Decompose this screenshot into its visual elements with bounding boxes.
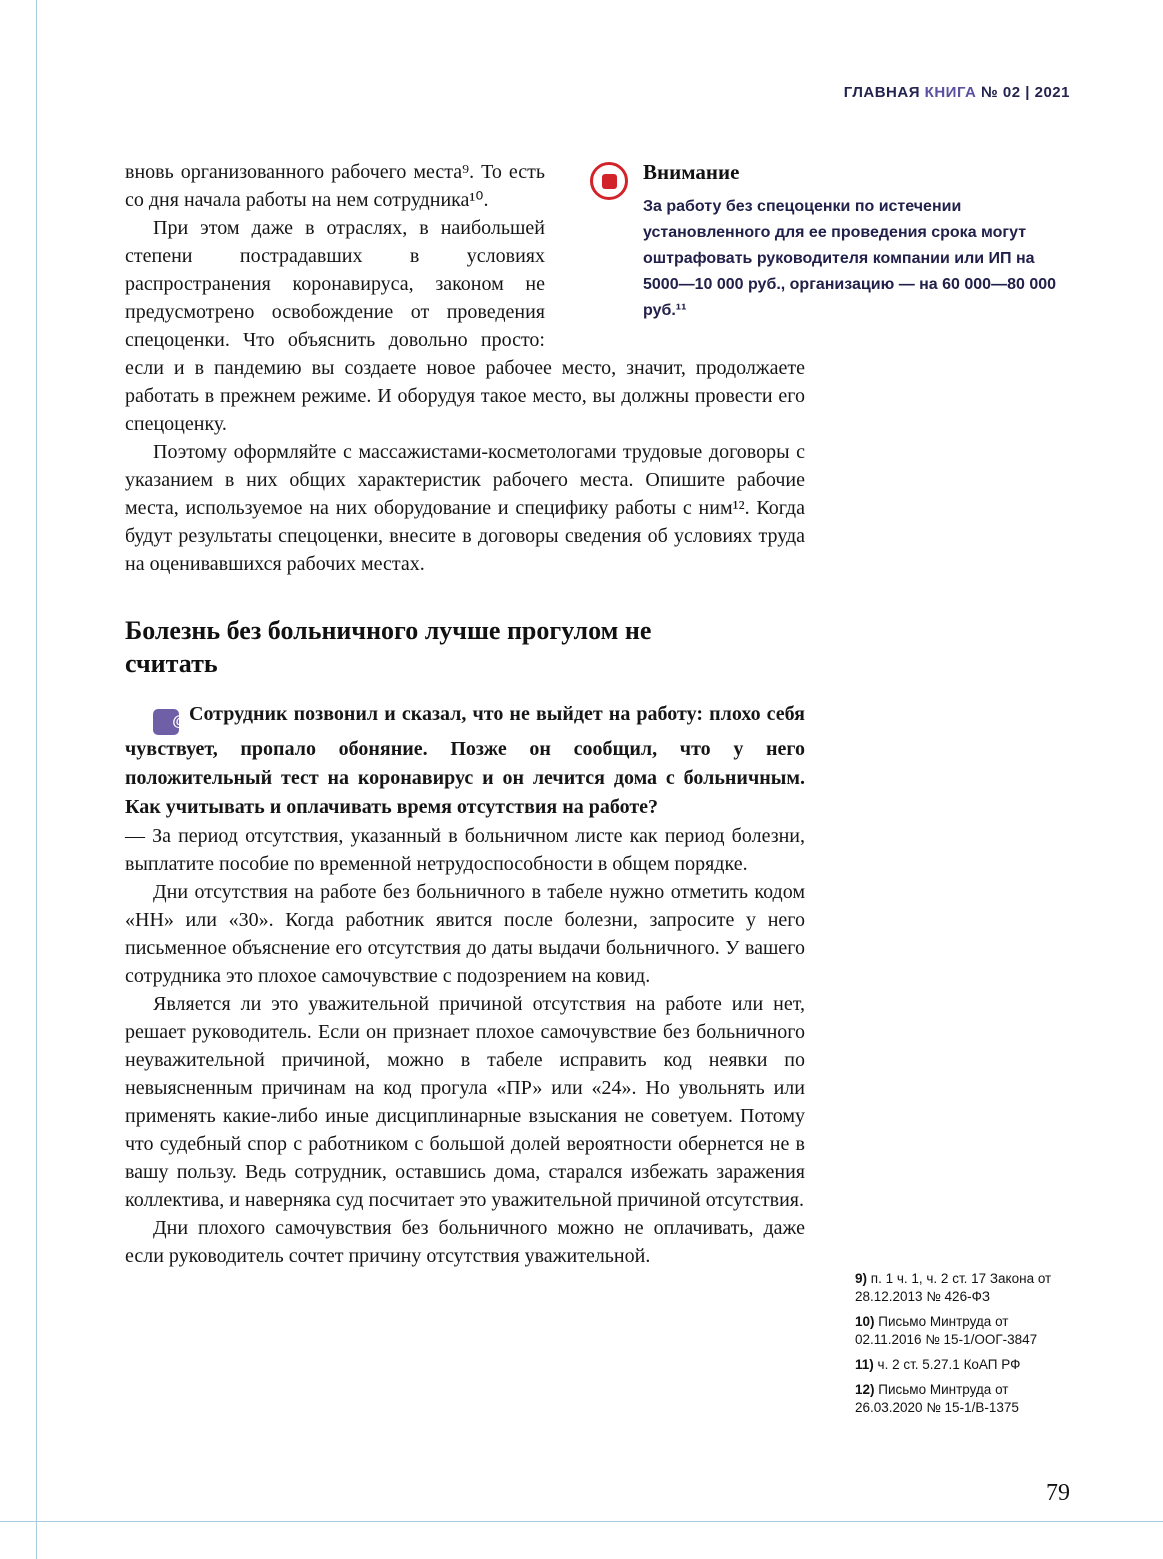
footnote-item (855, 1313, 1075, 1349)
intro-paragraph: Поэтому оформляйте с массажистами-косметологами трудовые договоры с указанием в них общих характеристик рабочего места. Опишите рабочие места, используемое на них оборудование и специфику работы с ним¹². Когда будут результаты спецоценки, внесите в договоры сведения об условиях труда на оценивавшихся рабочих местах. (125, 441, 805, 575)
page-frame-bottom-line (0, 1521, 1163, 1522)
article-body (125, 158, 1057, 1270)
brand-kniga: КНИГА (924, 84, 977, 101)
footnote-text: п. 1 ч. 1, ч. 2 ст. 17 Закона от 28.12.2013 № 426-ФЗ (855, 1271, 1052, 1304)
question-paragraph (125, 700, 805, 822)
footnote-number: 12) (855, 1382, 875, 1397)
answer-paragraph: Дни плохого самочувствия без больничного можно не оплачивать, даже если руководитель сочтет причину отсутствия уважительной. (125, 1216, 805, 1267)
attention-icon-square (602, 174, 617, 189)
magazine-header (125, 84, 1070, 101)
footnote-number: 11) (855, 1357, 874, 1372)
attention-text: За работу без спецоценки по истечении установленного для ее проведения срока могут оштрафовать руководителя компании или ИП на 5000—10 000 руб., организацию — на 60 000—80 000 руб.¹¹ (643, 198, 1057, 319)
answer-paragraph: — За период отсутствия, указанный в больничном листе как период болезни, выплатите пособие по временной нетрудоспособности в общем порядке. (125, 824, 805, 875)
intro-paragraph: вновь организованного рабочего места⁹. То есть со дня начала работы на нем сотрудника¹⁰. (125, 161, 545, 211)
attention-note (590, 160, 1070, 324)
footnote-item (855, 1356, 1075, 1374)
attention-icon (590, 162, 628, 200)
footnote-item (855, 1270, 1075, 1306)
attention-body (643, 160, 1070, 324)
footnote-number: 9) (855, 1271, 868, 1286)
intro-paragraph: При этом даже в отраслях, в наибольшей степени пострадавших в условиях распространения коронавируса, законом не предусмотрено освобождение от проведения спецоценки. Что объяснить довольно просто: если и в пандемию вы создаете новое рабочее место, значит, продолжаете работать в прежнем режиме. И оборудуя такое место, вы должны провести его спецоценку. (125, 217, 805, 435)
footnote-item (855, 1381, 1075, 1417)
page-frame-left-line (36, 0, 37, 1559)
question-text: Сотрудник позвонил и сказал, что не выйдет на работу: плохо себя чувствует, пропало обоняние. Позже он сообщил, что у него положительный тест на коронавирус и он лечится дома с больничным. Как учитывать и оплачивать время отсутствия на работе? (125, 703, 805, 818)
footnote-text: Письмо Минтруда от 02.11.2016 № 15-1/ООГ-3847 (855, 1314, 1038, 1347)
footnote-text: Письмо Минтруда от 26.03.2020 № 15-1/В-1375 (855, 1382, 1019, 1415)
footnote-text: ч. 2 ст. 5.27.1 КоАП РФ (877, 1357, 1021, 1372)
section-heading: Болезнь без больничного лучше прогулом не считать (125, 616, 652, 678)
answer-paragraph: Дни отсутствия на работе без больничного в табеле нужно отметить кодом «НН» или «30». Когда работник явится после болезни, запросите у него письменное объяснение его отсутствия до даты выдачи больничного. У вашего сотрудника это плохое самочувствие с подозрением на ковид. (125, 880, 805, 987)
footnotes (855, 1270, 1075, 1424)
brand-glavnaya: ГЛАВНАЯ (843, 84, 920, 101)
at-icon: @ (153, 709, 179, 735)
attention-title: Внимание (643, 160, 740, 184)
page-number: 79 (1046, 1480, 1070, 1506)
issue-number: № 02 | 2021 (981, 84, 1070, 101)
answer-paragraph: Является ли это уважительной причиной отсутствия на работе или нет, решает руководитель. Если он признает плохое самочувствие без больничного неуважительной причиной, можно в табеле исправить код неявки по невыясненным причинам на код прогула «ПР» или «24». Но увольнять или применять какие-либо иные дисциплинарные взыскания не советуем. Потому что судебный спор с работником с большой долей вероятности обернется не в вашу пользу. Ведь сотрудник, оставшись дома, старался избежать заражения коллектива, и наверняка суд посчитает это уважительной причиной отсутствия. (125, 992, 805, 1211)
footnote-number: 10) (855, 1314, 875, 1329)
